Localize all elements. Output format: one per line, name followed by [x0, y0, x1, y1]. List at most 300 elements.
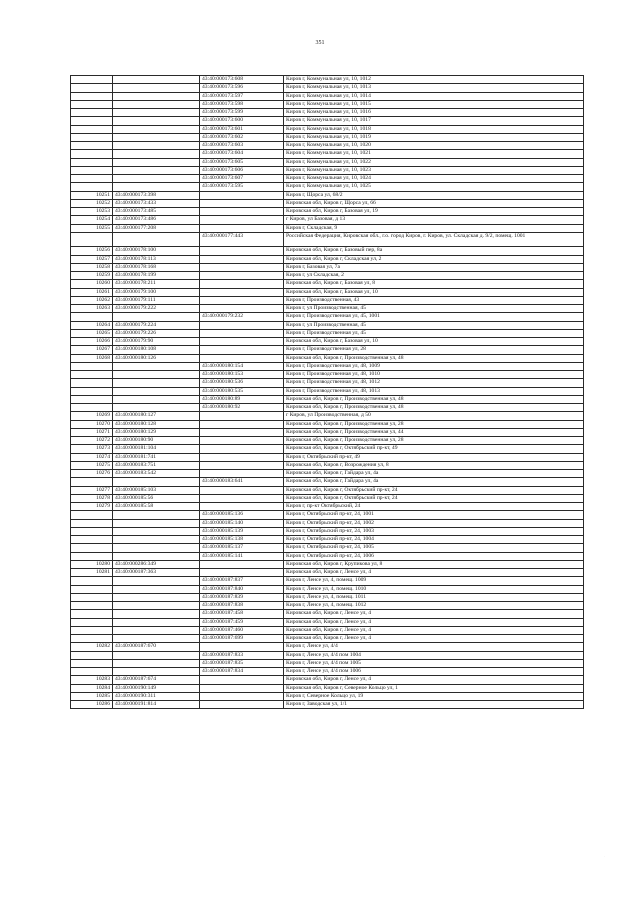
cadastral-number-cell — [200, 263, 284, 271]
cadastral-number-cell — [200, 280, 284, 288]
row-number-cell — [71, 552, 113, 560]
table-row — [71, 379, 584, 387]
parent-cadastral-number-cell: 43:40:000187:670 — [113, 643, 200, 651]
table-row — [71, 100, 584, 108]
table-row — [71, 626, 584, 634]
address-cell: Кировская обл, Киров г, Октябрьский пр-кт, 49 — [284, 445, 584, 453]
parent-cadastral-number-cell: 43:40:000190:149 — [113, 684, 200, 692]
address-cell: Киров г, Коммунальная ул, 10, 1024 — [284, 175, 584, 183]
table-row — [71, 395, 584, 403]
address-cell: Кировская обл, Киров г, Базовая ул, 10 — [284, 338, 584, 346]
row-number-cell — [71, 610, 113, 618]
parent-cadastral-number-cell — [113, 150, 200, 158]
cadastral-number-cell — [200, 684, 284, 692]
address-cell: Киров г, Заводская ул, 1/1 — [284, 701, 584, 709]
parent-cadastral-number-cell — [113, 232, 200, 247]
address-cell: Киров г, Производственная ул, 48, 1010 — [284, 371, 584, 379]
table-row — [71, 569, 584, 577]
cadastral-number-cell — [200, 676, 284, 684]
parent-cadastral-number-cell: 43:40:000178:199 — [113, 272, 200, 280]
address-cell: Кировская обл, Киров г, Базовый пер, 8а — [284, 247, 584, 255]
parent-cadastral-number-cell — [113, 519, 200, 527]
cadastral-number-cell: 43:40:000173:603 — [200, 142, 284, 150]
row-number-cell: 10266 — [71, 338, 113, 346]
parent-cadastral-number-cell: 43:40:000179:90 — [113, 338, 200, 346]
parent-cadastral-number-cell: 43:40:000173:485 — [113, 208, 200, 216]
row-number-cell — [71, 117, 113, 125]
address-cell: Киров г, ул Производственная, 45 — [284, 321, 584, 329]
cadastral-number-cell: 43:40:000173:605 — [200, 158, 284, 166]
row-number-cell — [71, 478, 113, 486]
row-number-cell: 10271 — [71, 428, 113, 436]
cadastral-number-cell: 43:40:000187:840 — [200, 585, 284, 593]
row-number-cell — [71, 232, 113, 247]
cadastral-number-cell — [200, 428, 284, 436]
address-cell: Кировская обл, Киров г, Гайдара ул, 4а — [284, 470, 584, 478]
parent-cadastral-number-cell — [113, 602, 200, 610]
row-number-cell — [71, 76, 113, 84]
row-number-cell — [71, 142, 113, 150]
address-cell: Киров г, Коммунальная ул, 10, 1021 — [284, 150, 584, 158]
address-cell: Киров г, Коммунальная ул, 10, 1019 — [284, 133, 584, 141]
address-cell: Киров г, Складская, 9 — [284, 224, 584, 232]
address-cell: Кировская обл, Киров г, Базовая ул, 19 — [284, 208, 584, 216]
table-row — [71, 560, 584, 568]
table-row — [71, 175, 584, 183]
address-cell: Кировская обл, Киров г, Складская ул, 2 — [284, 255, 584, 263]
table-row — [71, 643, 584, 651]
row-number-cell: 10280 — [71, 560, 113, 568]
table-row — [71, 437, 584, 445]
table-row — [71, 216, 584, 224]
table-row — [71, 692, 584, 700]
table-row — [71, 428, 584, 436]
parent-cadastral-number-cell: 43:40:000178:100 — [113, 247, 200, 255]
address-cell: Киров г, Октябрьский пр-кт, 24, 1006 — [284, 552, 584, 560]
row-number-cell — [71, 544, 113, 552]
address-cell: Кировская обл, Киров г, Гайдара ул, 4а — [284, 478, 584, 486]
table-row — [71, 166, 584, 174]
parent-cadastral-number-cell — [113, 362, 200, 370]
cadastral-number-cell: 43:40:000173:599 — [200, 109, 284, 117]
address-cell: Российская Федерация, Кировская обл., г.о. город Киров, г. Киров, ул. Складская д. 9/2, помещ. 1001 — [284, 232, 584, 247]
row-number-cell — [71, 158, 113, 166]
row-number-cell: 10286 — [71, 701, 113, 709]
row-number-cell: 10284 — [71, 684, 113, 692]
row-number-cell — [71, 577, 113, 585]
row-number-cell: 10272 — [71, 437, 113, 445]
table-row — [71, 158, 584, 166]
cadastral-number-cell: 43:40:000187:699 — [200, 635, 284, 643]
cadastral-number-cell: 43:40:000187:834 — [200, 668, 284, 676]
table-row — [71, 191, 584, 199]
cadastral-number-cell — [200, 255, 284, 263]
table-row — [71, 404, 584, 412]
parent-cadastral-number-cell: 43:40:000178:113 — [113, 255, 200, 263]
table-row — [71, 701, 584, 709]
cadastral-number-cell: 43:40:000173:597 — [200, 92, 284, 100]
table-row — [71, 610, 584, 618]
address-cell: Киров г, Ленсе ул, 4, помещ. 1011 — [284, 593, 584, 601]
address-cell: Киров г, Северное Кольцо ул, 19 — [284, 692, 584, 700]
table-row — [71, 461, 584, 469]
address-cell: Киров г, ул Складская, 2 — [284, 272, 584, 280]
address-cell: Кировская обл, Киров г, Ленсе ул, 4 — [284, 626, 584, 634]
cadastral-number-cell — [200, 420, 284, 428]
table-row — [71, 305, 584, 313]
row-number-cell — [71, 585, 113, 593]
parent-cadastral-number-cell: 43:40:000183:542 — [113, 470, 200, 478]
parent-cadastral-number-cell — [113, 651, 200, 659]
row-number-cell — [71, 395, 113, 403]
row-number-cell — [71, 100, 113, 108]
cadastral-number-cell — [200, 216, 284, 224]
row-number-cell: 10270 — [71, 420, 113, 428]
row-number-cell: 10255 — [71, 224, 113, 232]
cadastral-number-cell: 43:40:000180:153 — [200, 371, 284, 379]
parent-cadastral-number-cell — [113, 635, 200, 643]
address-cell: Кировская обл, Киров г, Возрождения ул, 8 — [284, 461, 584, 469]
cadastral-number-cell — [200, 494, 284, 502]
address-cell: Киров г, Ленсе ул, 4/4 пом 1005 — [284, 659, 584, 667]
cadastral-number-cell — [200, 569, 284, 577]
table-row — [71, 527, 584, 535]
row-number-cell: 10258 — [71, 263, 113, 271]
cadastral-number-cell: 43:40:000173:601 — [200, 125, 284, 133]
parent-cadastral-number-cell — [113, 577, 200, 585]
parent-cadastral-number-cell — [113, 478, 200, 486]
address-cell: Кировская обл, Киров г, Октябрьский пр-кт, 24 — [284, 494, 584, 502]
table-row — [71, 420, 584, 428]
table-row — [71, 371, 584, 379]
parent-cadastral-number-cell: 43:40:000180:129 — [113, 428, 200, 436]
row-number-cell — [71, 109, 113, 117]
parent-cadastral-number-cell: 43:40:000183:751 — [113, 461, 200, 469]
row-number-cell: 10262 — [71, 296, 113, 304]
row-number-cell — [71, 536, 113, 544]
cadastral-number-cell: 43:40:000185:137 — [200, 544, 284, 552]
table-row — [71, 224, 584, 232]
cadastral-number-cell — [200, 346, 284, 354]
parent-cadastral-number-cell: 43:40:000185:56 — [113, 494, 200, 502]
cadastral-number-cell — [200, 329, 284, 337]
cadastral-number-cell: 43:40:000179:232 — [200, 313, 284, 321]
cadastral-number-cell: 43:40:000187:458 — [200, 610, 284, 618]
table-row — [71, 659, 584, 667]
cadastral-number-cell — [200, 288, 284, 296]
address-cell: Киров г, Щорса ул, 68/2 — [284, 191, 584, 199]
row-number-cell — [71, 626, 113, 634]
parent-cadastral-number-cell — [113, 659, 200, 667]
row-number-cell: 10276 — [71, 470, 113, 478]
cadastral-number-cell: 43:40:000187:835 — [200, 659, 284, 667]
address-cell: Киров г, Коммунальная ул, 10, 1015 — [284, 100, 584, 108]
row-number-cell: 10278 — [71, 494, 113, 502]
address-cell: Киров г, Октябрьский пр-кт, 24, 1005 — [284, 544, 584, 552]
table-row — [71, 232, 584, 247]
cadastral-number-cell: 43:40:000183:641 — [200, 478, 284, 486]
cadastral-number-cell: 43:40:000173:604 — [200, 150, 284, 158]
row-number-cell: 10253 — [71, 208, 113, 216]
address-cell: Киров г, Коммунальная ул, 10, 1018 — [284, 125, 584, 133]
row-number-cell: 10282 — [71, 643, 113, 651]
cadastral-number-cell: 43:40:000173:607 — [200, 175, 284, 183]
table-row — [71, 76, 584, 84]
table-row — [71, 684, 584, 692]
table-row — [71, 329, 584, 337]
table-row — [71, 263, 584, 271]
parent-cadastral-number-cell — [113, 92, 200, 100]
table-row — [71, 92, 584, 100]
table-row — [71, 676, 584, 684]
address-cell: Кировская обл, Киров г, Ленсе ул, 4 — [284, 635, 584, 643]
address-cell: Киров г, ул Производственная, 45 — [284, 305, 584, 313]
address-cell: Кировская обл, Киров г, Ленсе ул, 4 — [284, 676, 584, 684]
cadastral-number-cell — [200, 305, 284, 313]
cadastral-number-cell — [200, 701, 284, 709]
parent-cadastral-number-cell — [113, 404, 200, 412]
address-cell: Киров г, Коммунальная ул, 10, 1016 — [284, 109, 584, 117]
parent-cadastral-number-cell — [113, 117, 200, 125]
row-number-cell: 10264 — [71, 321, 113, 329]
row-number-cell: 10252 — [71, 199, 113, 207]
row-number-cell: 10273 — [71, 445, 113, 453]
table-row — [71, 593, 584, 601]
cadastral-number-cell: 43:40:000187:460 — [200, 626, 284, 634]
address-cell: Киров г, Ленсе ул, 4/4 пом 1004 — [284, 651, 584, 659]
row-number-cell: 10260 — [71, 280, 113, 288]
cadastral-number-cell — [200, 354, 284, 362]
table-row — [71, 544, 584, 552]
cadastral-number-cell — [200, 224, 284, 232]
row-number-cell — [71, 362, 113, 370]
parent-cadastral-number-cell — [113, 125, 200, 133]
address-cell: Кировская обл, Киров г, Октябрьский пр-кт, 24 — [284, 486, 584, 494]
row-number-cell — [71, 511, 113, 519]
table-row — [71, 536, 584, 544]
parent-cadastral-number-cell: 43:40:000181:741 — [113, 453, 200, 461]
address-cell: Кировская обл, Киров г, Ленсе ул, 4 — [284, 569, 584, 577]
parent-cadastral-number-cell — [113, 100, 200, 108]
row-number-cell: 10283 — [71, 676, 113, 684]
cadastral-number-cell: 43:40:000185:139 — [200, 527, 284, 535]
address-cell: г Киров, ул Базовая, д 13 — [284, 216, 584, 224]
page-number: 351 — [315, 40, 325, 46]
row-number-cell: 10265 — [71, 329, 113, 337]
row-number-cell — [71, 92, 113, 100]
address-cell: Кировская обл, Киров г, Производственная ул, 48 — [284, 404, 584, 412]
address-cell: Киров г, Ленсе ул, 4/4 пом 1006 — [284, 668, 584, 676]
address-cell: Киров г, Производственная ул, 45 — [284, 329, 584, 337]
row-number-cell: 10263 — [71, 305, 113, 313]
cadastral-number-cell — [200, 199, 284, 207]
cadastral-number-cell — [200, 453, 284, 461]
address-cell: Киров г, Ленсе ул, 4, помещ. 1012 — [284, 602, 584, 610]
address-cell: Кировская обл, Киров г, Производственная ул, 28 — [284, 437, 584, 445]
table-row — [71, 255, 584, 263]
row-number-cell: 10279 — [71, 503, 113, 511]
cadastral-number-cell: 43:40:000173:602 — [200, 133, 284, 141]
row-number-cell: 10251 — [71, 191, 113, 199]
cadastral-number-cell: 43:40:000173:608 — [200, 76, 284, 84]
parent-cadastral-number-cell — [113, 142, 200, 150]
table-row — [71, 199, 584, 207]
cadastral-number-cell — [200, 486, 284, 494]
parent-cadastral-number-cell — [113, 371, 200, 379]
address-cell: Киров г, Коммунальная ул, 10, 1014 — [284, 92, 584, 100]
row-number-cell: 10274 — [71, 453, 113, 461]
table-row — [71, 288, 584, 296]
parent-cadastral-number-cell — [113, 544, 200, 552]
table-row — [71, 503, 584, 511]
address-cell: Кировская обл, Киров г, Ленсе ул, 4 — [284, 618, 584, 626]
table-row — [71, 247, 584, 255]
cadastral-number-cell: 43:40:000187:833 — [200, 651, 284, 659]
parent-cadastral-number-cell: 43:40:000178:211 — [113, 280, 200, 288]
parent-cadastral-number-cell — [113, 379, 200, 387]
parent-cadastral-number-cell: 43:40:000181:104 — [113, 445, 200, 453]
cadastral-number-cell: 43:40:000185:141 — [200, 552, 284, 560]
scan-mark: · — [604, 855, 605, 859]
cadastral-number-cell: 43:40:000180:536 — [200, 379, 284, 387]
parent-cadastral-number-cell: 43:40:000179:222 — [113, 305, 200, 313]
cadastral-number-cell: 43:40:000187:459 — [200, 618, 284, 626]
parent-cadastral-number-cell — [113, 133, 200, 141]
cadastral-number-cell: 43:40:000187:838 — [200, 602, 284, 610]
row-number-cell — [71, 593, 113, 601]
parent-cadastral-number-cell: 43:40:000190:311 — [113, 692, 200, 700]
parent-cadastral-number-cell: 43:40:000173:398 — [113, 191, 200, 199]
row-number-cell — [71, 183, 113, 191]
row-number-cell — [71, 651, 113, 659]
parent-cadastral-number-cell: 43:40:000180:127 — [113, 412, 200, 420]
table-row — [71, 272, 584, 280]
parent-cadastral-number-cell: 43:40:000173:433 — [113, 199, 200, 207]
parent-cadastral-number-cell — [113, 313, 200, 321]
row-number-cell — [71, 125, 113, 133]
cadastral-number-cell: 43:40:000187:839 — [200, 593, 284, 601]
table-row — [71, 412, 584, 420]
table-row — [71, 208, 584, 216]
table-row — [71, 486, 584, 494]
address-cell: Кировская обл, Киров г, Щорса ул, 66 — [284, 199, 584, 207]
address-cell: Киров г, Ленсе ул, 4, помещ. 1009 — [284, 577, 584, 585]
table-row — [71, 585, 584, 593]
parent-cadastral-number-cell: 43:40:000191:814 — [113, 701, 200, 709]
parent-cadastral-number-cell — [113, 76, 200, 84]
parent-cadastral-number-cell: 43:40:000179:111 — [113, 296, 200, 304]
row-number-cell — [71, 635, 113, 643]
row-number-cell: 10259 — [71, 272, 113, 280]
row-number-cell: 10277 — [71, 486, 113, 494]
row-number-cell — [71, 602, 113, 610]
table-row — [71, 552, 584, 560]
registry-body — [71, 76, 584, 709]
parent-cadastral-number-cell: 43:40:000173:486 — [113, 216, 200, 224]
row-number-cell — [71, 150, 113, 158]
table-row — [71, 362, 584, 370]
cadastral-number-cell: 43:40:000173:606 — [200, 166, 284, 174]
table-row — [71, 577, 584, 585]
address-cell: Киров г, Октябрьский пр-кт, 24, 1004 — [284, 536, 584, 544]
table-row — [71, 150, 584, 158]
parent-cadastral-number-cell: 43:40:000178:168 — [113, 263, 200, 271]
cadastral-number-cell: 43:40:000173:596 — [200, 84, 284, 92]
cadastral-number-cell: 43:40:000173:598 — [200, 100, 284, 108]
table-row — [71, 453, 584, 461]
address-cell: Киров г, Октябрьский пр-кт, 49 — [284, 453, 584, 461]
cadastral-number-cell: 43:40:000173:595 — [200, 183, 284, 191]
table-row — [71, 478, 584, 486]
row-number-cell: 10254 — [71, 216, 113, 224]
parent-cadastral-number-cell — [113, 175, 200, 183]
row-number-cell — [71, 659, 113, 667]
address-cell: Кировская обл, Киров г, Базовая ул, 8 — [284, 280, 584, 288]
table-row — [71, 338, 584, 346]
address-cell: Киров г, Коммунальная ул, 10, 1020 — [284, 142, 584, 150]
table-row — [71, 183, 584, 191]
parent-cadastral-number-cell — [113, 511, 200, 519]
parent-cadastral-number-cell: 43:40:000180:128 — [113, 420, 200, 428]
parent-cadastral-number-cell: 43:40:000187:674 — [113, 676, 200, 684]
row-number-cell — [71, 379, 113, 387]
address-cell: Кировская обл, Киров г, Производственная ул, 44 — [284, 428, 584, 436]
parent-cadastral-number-cell — [113, 610, 200, 618]
parent-cadastral-number-cell: 43:40:000180:108 — [113, 346, 200, 354]
table-row — [71, 354, 584, 362]
table-row — [71, 280, 584, 288]
address-cell: г Киров, ул Производственная, д 50 — [284, 412, 584, 420]
parent-cadastral-number-cell — [113, 626, 200, 634]
table-row — [71, 602, 584, 610]
table-row — [71, 511, 584, 519]
cadastral-number-cell — [200, 412, 284, 420]
cadastral-number-cell — [200, 272, 284, 280]
address-cell: Киров г, Производственная ул, 48, 1009 — [284, 362, 584, 370]
row-number-cell: 10268 — [71, 354, 113, 362]
row-number-cell — [71, 133, 113, 141]
address-cell: Киров г, Коммунальная ул, 10, 1013 — [284, 84, 584, 92]
cadastral-number-cell — [200, 296, 284, 304]
parent-cadastral-number-cell: 43:40:000185:103 — [113, 486, 200, 494]
address-cell: Киров г, Производственная ул, 48, 1013 — [284, 387, 584, 395]
row-number-cell: 10285 — [71, 692, 113, 700]
parent-cadastral-number-cell — [113, 395, 200, 403]
cadastral-number-cell — [200, 461, 284, 469]
address-cell: Киров г, Октябрьский пр-кт, 24, 1003 — [284, 527, 584, 535]
address-cell: Кировская обл, Киров г, Производственная ул, 48 — [284, 354, 584, 362]
address-cell: Киров г, Базовая ул, 7а — [284, 263, 584, 271]
table-row — [71, 519, 584, 527]
row-number-cell — [71, 527, 113, 535]
cadastral-number-cell — [200, 470, 284, 478]
row-number-cell — [71, 387, 113, 395]
row-number-cell — [71, 404, 113, 412]
row-number-cell — [71, 519, 113, 527]
cadastral-number-cell: 43:40:000173:600 — [200, 117, 284, 125]
address-cell: Кировская обл, Киров г, Крупикова ул, 8 — [284, 560, 584, 568]
address-cell: Киров г, Ленсе ул, 4, помещ. 1010 — [284, 585, 584, 593]
cadastral-number-cell — [200, 643, 284, 651]
row-number-cell — [71, 166, 113, 174]
parent-cadastral-number-cell — [113, 183, 200, 191]
row-number-cell — [71, 84, 113, 92]
parent-cadastral-number-cell: 43:40:000185:58 — [113, 503, 200, 511]
cadastral-number-cell — [200, 503, 284, 511]
address-cell: Киров г, Коммунальная ул, 10, 1022 — [284, 158, 584, 166]
cadastral-number-cell: 43:40:000177:443 — [200, 232, 284, 247]
parent-cadastral-number-cell — [113, 387, 200, 395]
